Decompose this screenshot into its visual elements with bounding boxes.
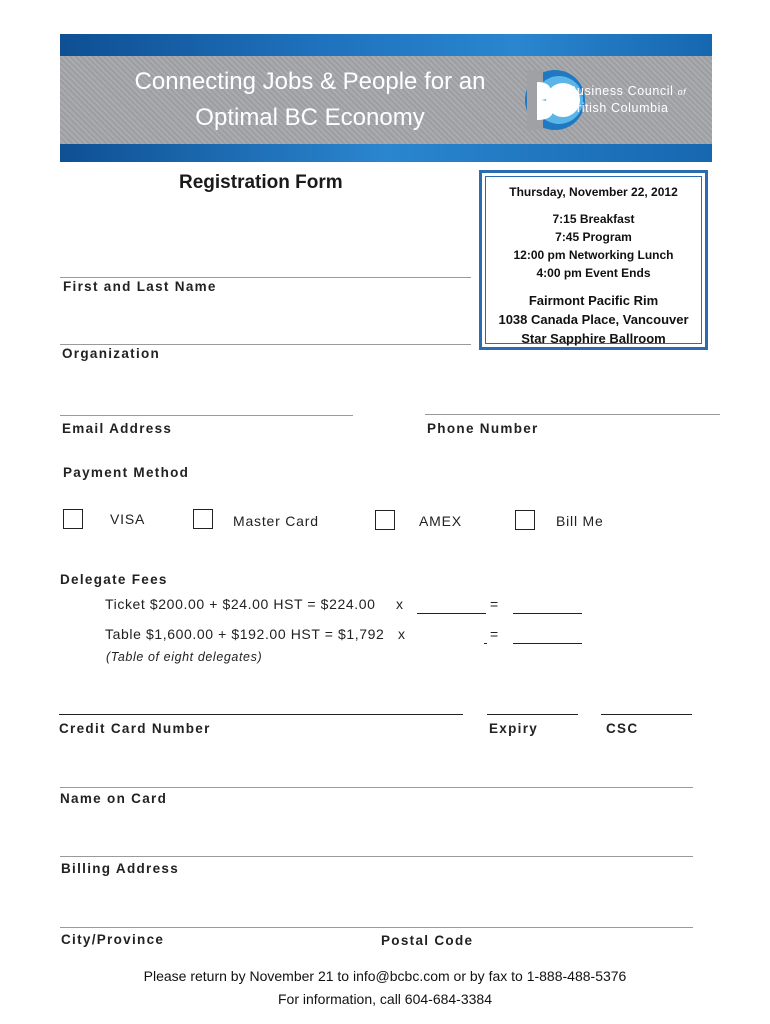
- schedule-item: 7:45 Program: [555, 230, 632, 244]
- event-venue: [486, 291, 701, 348]
- table-note: (Table of eight delegates): [106, 650, 263, 664]
- schedule-item: 12:00 pm Networking Lunch: [513, 248, 674, 262]
- mastercard-option-label: Master Card: [233, 513, 319, 529]
- table-equals-sign: =: [490, 626, 499, 642]
- banner-bottom-stripe: [60, 144, 712, 162]
- credit-card-number-label: Credit Card Number: [59, 721, 211, 736]
- billing-address-line[interactable]: [60, 856, 693, 857]
- name-field-label: First and Last Name: [63, 279, 217, 294]
- banner-title: [90, 64, 530, 136]
- ticket-equals-sign: =: [490, 596, 499, 612]
- venue-line: Fairmont Pacific Rim: [528, 293, 659, 308]
- organization-field-line[interactable]: [60, 344, 471, 345]
- logo-line-1: Business Council: [568, 84, 674, 98]
- csc-label: CSC: [606, 721, 639, 736]
- city-postal-line[interactable]: [60, 927, 693, 928]
- logo-text: [568, 83, 686, 116]
- phone-field-label: Phone Number: [427, 421, 539, 436]
- delegate-fees-label: Delegate Fees: [60, 572, 168, 587]
- ticket-quantity-field[interactable]: [417, 613, 486, 614]
- schedule-item: 7:15 Breakfast: [552, 212, 635, 226]
- venue-line: Star Sapphire Ballroom: [521, 331, 666, 346]
- postal-code-label: Postal Code: [381, 933, 474, 948]
- form-title: Registration Form: [179, 172, 343, 193]
- billing-address-label: Billing Address: [61, 861, 180, 876]
- name-field-line[interactable]: [60, 277, 471, 278]
- bill-me-checkbox[interactable]: [515, 510, 535, 530]
- credit-card-number-line[interactable]: [59, 714, 463, 715]
- event-info-inner: [485, 176, 702, 344]
- ticket-times-sign: x: [396, 596, 404, 612]
- event-info-box: [479, 170, 708, 350]
- bill-me-option-label: Bill Me: [556, 513, 604, 529]
- phone-field-line[interactable]: [425, 414, 720, 415]
- logo-of: of: [677, 87, 687, 97]
- logo-line-2: British Columbia: [568, 101, 669, 115]
- banner-title-line-2: Optimal BC Economy: [195, 104, 425, 131]
- email-field-line[interactable]: [60, 415, 353, 416]
- name-on-card-line[interactable]: [60, 787, 693, 788]
- amex-checkbox[interactable]: [375, 510, 395, 530]
- ticket-fee-text: Ticket $200.00 + $24.00 HST = $224.00: [105, 596, 376, 612]
- organization-field-label: Organization: [62, 346, 161, 361]
- csc-line[interactable]: [601, 714, 692, 715]
- event-schedule: [486, 210, 701, 282]
- email-field-label: Email Address: [62, 421, 173, 436]
- table-quantity-field[interactable]: [484, 643, 487, 644]
- expiry-line[interactable]: [487, 714, 578, 715]
- event-date: Thursday, November 22, 2012: [509, 185, 678, 199]
- table-total-field[interactable]: [513, 643, 582, 644]
- banner-top-stripe: [60, 34, 712, 56]
- schedule-item: 4:00 pm Event Ends: [536, 266, 651, 280]
- ticket-total-field[interactable]: [513, 613, 582, 614]
- expiry-label: Expiry: [489, 721, 539, 736]
- table-fee-text: Table $1,600.00 + $192.00 HST = $1,792: [105, 626, 385, 642]
- header-banner: [60, 34, 712, 162]
- mastercard-checkbox[interactable]: [193, 509, 213, 529]
- payment-method-label: Payment Method: [63, 465, 190, 480]
- visa-checkbox[interactable]: [63, 509, 83, 529]
- footer-contact-info: For information, call 604-684-3384: [277, 991, 492, 1007]
- venue-line: 1038 Canada Place, Vancouver: [498, 312, 689, 327]
- amex-option-label: AMEX: [419, 513, 462, 529]
- banner-title-line-1: Connecting Jobs & People for an: [134, 68, 486, 95]
- city-province-label: City/Province: [61, 932, 165, 947]
- footer-return-info: Please return by November 21 to info@bcbc.com or by fax to 1-888-488-5376: [143, 968, 627, 984]
- visa-option-label: VISA: [110, 511, 146, 527]
- table-times-sign: x: [398, 626, 406, 642]
- name-on-card-label: Name on Card: [60, 791, 168, 806]
